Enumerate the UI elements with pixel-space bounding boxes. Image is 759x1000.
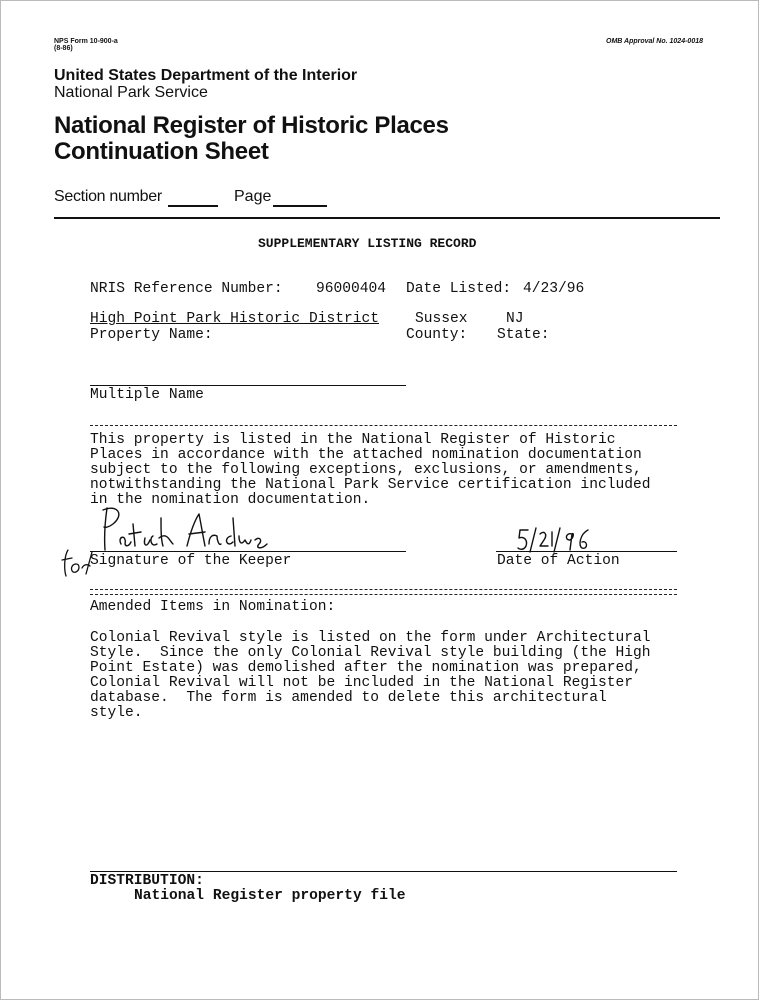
page-subtitle: Continuation Sheet bbox=[54, 138, 269, 165]
date-of-action-handwritten bbox=[516, 526, 596, 554]
for-handwriting bbox=[58, 546, 94, 580]
record-heading: SUPPLEMENTARY LISTING RECORD bbox=[258, 236, 477, 251]
date-listed-label: Date Listed: bbox=[406, 281, 512, 297]
double-dashed-divider bbox=[90, 589, 677, 595]
for-text bbox=[58, 560, 59, 561]
amended-line: Style. Since the only Colonial Revival style building (the High bbox=[90, 645, 651, 661]
multiple-name-line bbox=[90, 385, 406, 386]
amended-line: Point Estate) was demolished after the nomination was prepared, bbox=[90, 660, 642, 676]
omb-approval: OMB Approval No. 1024-0018 bbox=[606, 38, 703, 45]
statement-line: notwithstanding the National Park Service certification included bbox=[90, 477, 651, 493]
page-label: Page bbox=[234, 188, 272, 205]
service-name: National Park Service bbox=[54, 84, 208, 101]
statement-line: This property is listed in the National Register of Historic bbox=[90, 432, 616, 448]
property-name-label: Property Name: bbox=[90, 327, 213, 343]
section-number-field bbox=[168, 205, 218, 207]
statement-line: in the nomination documentation. bbox=[90, 492, 371, 508]
distribution-label: DISTRIBUTION: bbox=[90, 873, 204, 889]
section-number-label: Section number bbox=[54, 188, 162, 205]
statement-line: Places in accordance with the attached nomination documentation bbox=[90, 447, 642, 463]
signature-text bbox=[95, 526, 101, 527]
nris-value: 96000404 bbox=[316, 281, 387, 297]
amended-line: database. The form is amended to delete this architectural bbox=[90, 690, 607, 706]
county-label: County: bbox=[406, 327, 468, 343]
distribution-divider bbox=[90, 871, 677, 872]
property-name-value: High Point Park Historic District bbox=[90, 311, 380, 327]
county-value: Sussex bbox=[415, 311, 468, 327]
date-of-action-label: Date of Action bbox=[497, 553, 620, 569]
distribution-item: National Register property file bbox=[134, 888, 406, 904]
amended-line: style. bbox=[90, 705, 143, 721]
page-title: National Register of Historic Places bbox=[54, 112, 449, 139]
signature-label: Signature of the Keeper bbox=[90, 553, 292, 569]
nris-label: NRIS Reference Number: bbox=[90, 281, 283, 297]
header-divider bbox=[54, 217, 720, 219]
amended-line: Colonial Revival will not be included in the National Register bbox=[90, 675, 633, 691]
date-of-action-value bbox=[516, 540, 519, 541]
form-date: (8-86) bbox=[54, 45, 73, 52]
amended-line: Colonial Revival style is listed on the form under Architectural bbox=[90, 630, 651, 646]
state-label: State: bbox=[497, 327, 550, 343]
signature-line bbox=[90, 551, 406, 552]
multiple-name-label: Multiple Name bbox=[90, 387, 204, 403]
form-number: NPS Form 10-900-a bbox=[54, 38, 118, 45]
page-field bbox=[273, 205, 327, 207]
date-of-action-line bbox=[496, 551, 677, 552]
amended-heading: Amended Items in Nomination: bbox=[90, 599, 336, 615]
statement-block bbox=[90, 433, 651, 508]
dashed-divider bbox=[90, 425, 677, 426]
date-listed-value: 4/23/96 bbox=[523, 281, 585, 297]
amended-text-block bbox=[90, 631, 651, 721]
statement-line: subject to the following exceptions, exclusions, or amendments, bbox=[90, 462, 642, 478]
department-name: United States Department of the Interior bbox=[54, 67, 358, 84]
state-value: NJ bbox=[506, 311, 524, 327]
